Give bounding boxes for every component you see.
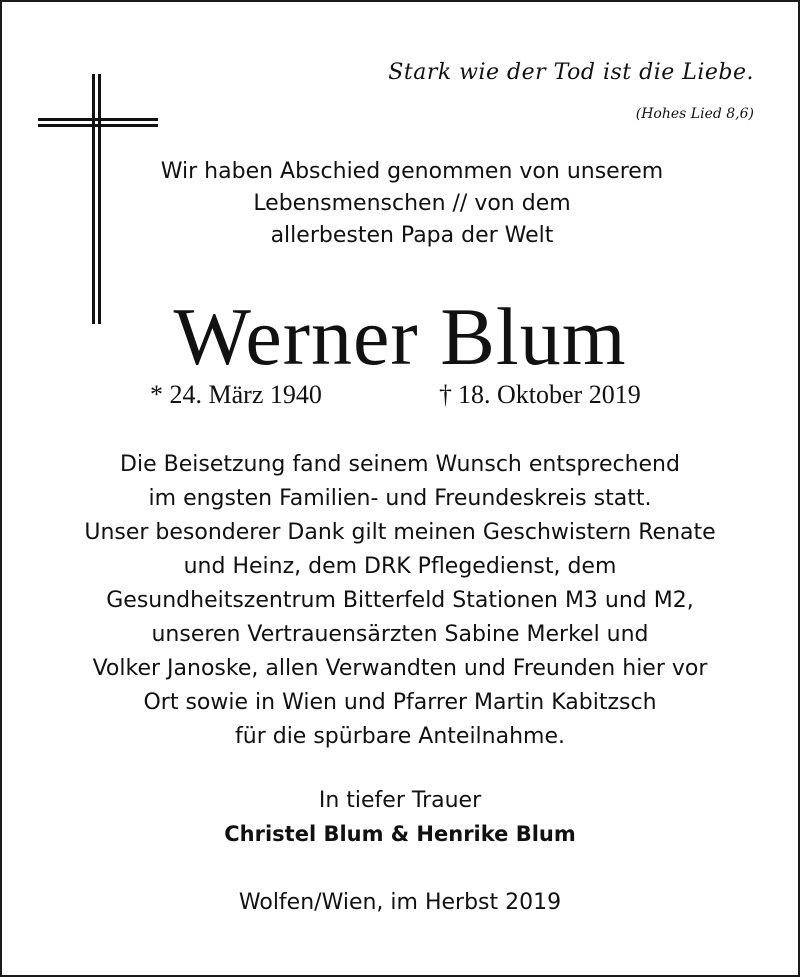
cross-horizontal-line (38, 118, 158, 121)
birth-date: * 24. März 1940 (150, 380, 322, 409)
signers: Christel Blum & Henrike Blum (224, 822, 576, 846)
death-date: 18. Oktober 2019 (458, 380, 641, 409)
intro-text (132, 156, 692, 252)
place-date: Wolfen/Wien, im Herbst 2019 (238, 890, 562, 915)
death-date-block (439, 380, 641, 410)
intro-line: allerbesten Papa der Welt (270, 223, 554, 248)
motto-source: (Hohes Lied 8,6) (635, 106, 754, 122)
cross-vertical-line (92, 74, 95, 324)
body-line: für die spürbare Anteilnahme. (235, 724, 565, 749)
mourning-phrase: In tiefer Trauer (318, 788, 482, 813)
deceased-name: Werner Blum (173, 291, 627, 382)
body-line: im engsten Familien- und Freundeskreis statt. (148, 486, 652, 511)
body-line: Ort sowie in Wien und Pfarrer Martin Kabitzsch (143, 690, 657, 715)
body-line: Die Beisetzung fand seinem Wunsch entsprechend (120, 452, 680, 477)
cross-horizontal-line (38, 124, 158, 127)
body-line: Volker Janoske, allen Verwandten und Freunden hier vor (92, 656, 708, 681)
body-line: und Heinz, dem DRK Pflegedienst, dem (183, 554, 617, 579)
motto-quote: Stark wie der Tod ist die Liebe. (388, 60, 754, 85)
intro-line: Lebensmenschen // von dem (253, 191, 571, 216)
body-line: Gesundheitszentrum Bitterfeld Stationen M3 und M2, (106, 588, 694, 613)
body-line: unseren Vertrauensärzten Sabine Merkel und (151, 622, 649, 647)
intro-line: Wir haben Abschied genommen von unserem (160, 159, 664, 184)
body-line: Unser besonderer Dank gilt meinen Geschwistern Renate (84, 520, 716, 545)
dagger-icon: † (439, 380, 452, 409)
thanks-text (22, 448, 778, 754)
cross-vertical-line (98, 74, 101, 324)
